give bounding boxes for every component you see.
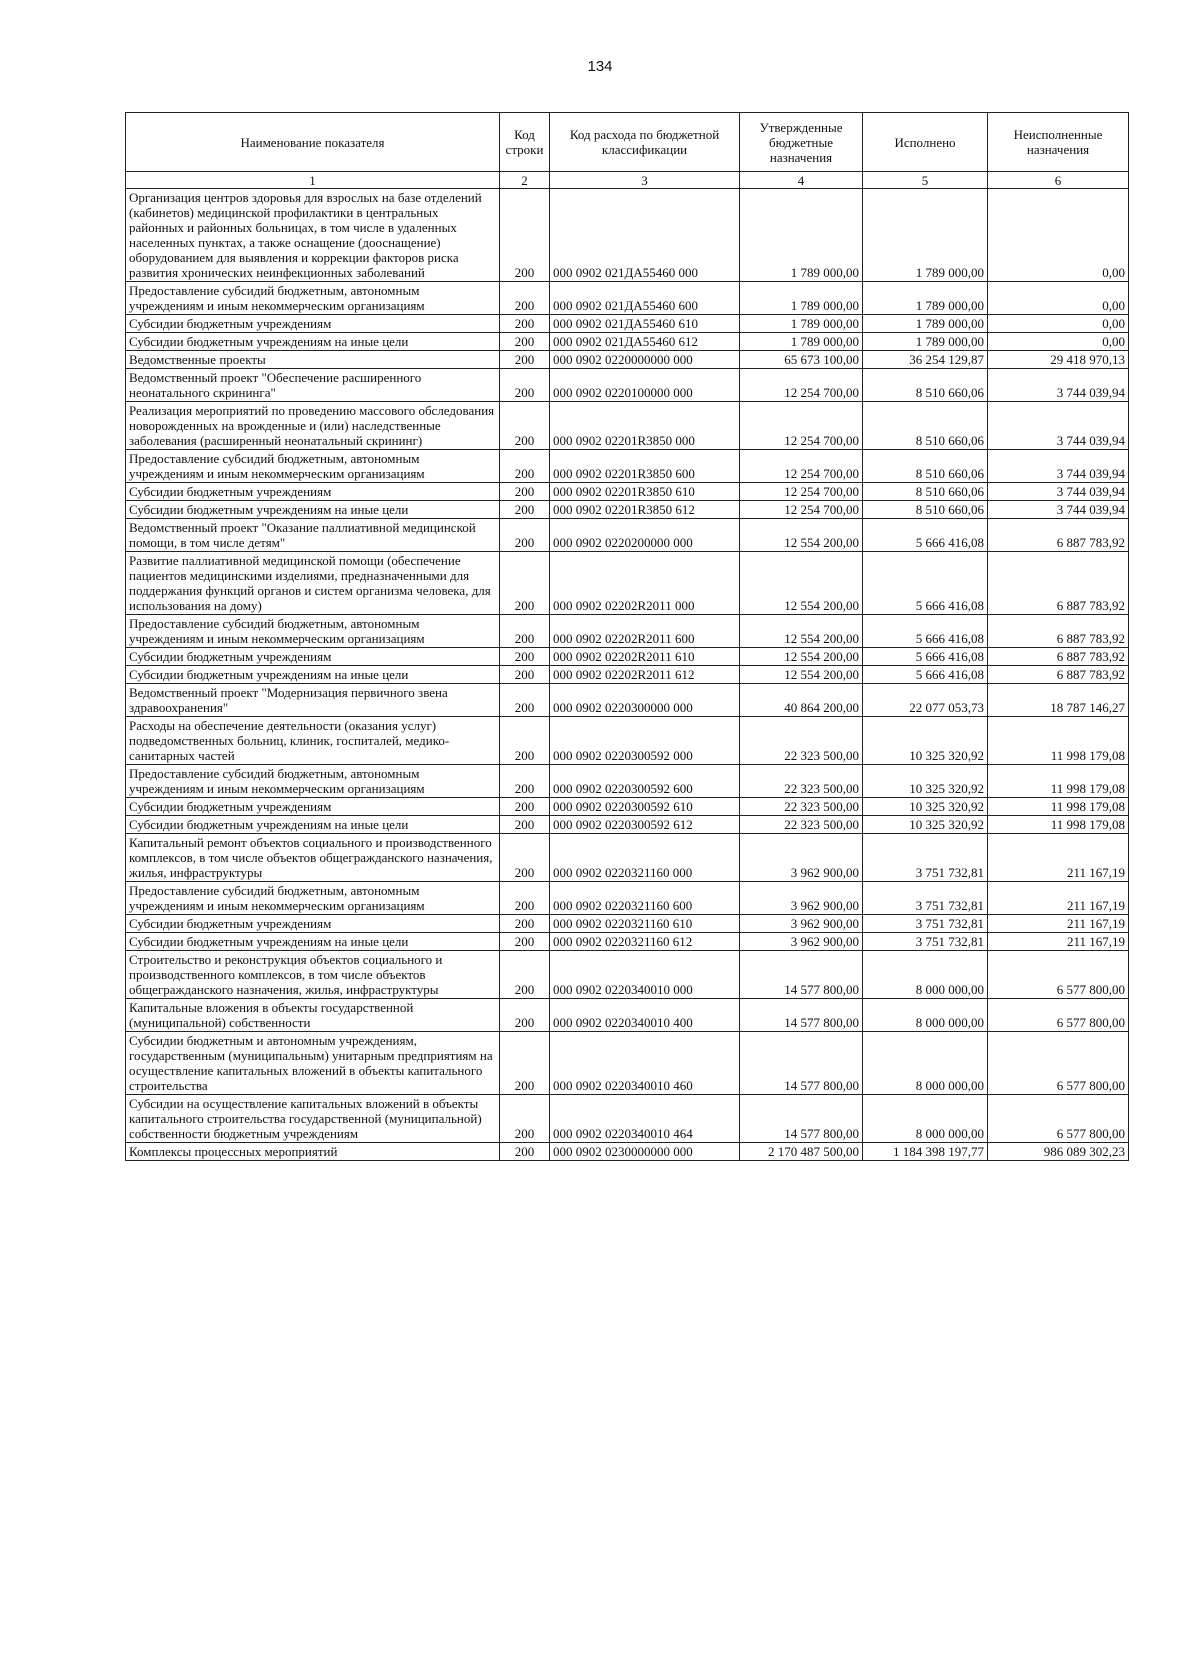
row-unexecuted: 3 744 039,94: [988, 483, 1129, 501]
row-kbk: 000 0902 0220340010 000: [550, 951, 740, 999]
column-number: 3: [550, 172, 740, 189]
row-approved: 14 577 800,00: [740, 999, 863, 1032]
row-executed: 1 789 000,00: [863, 189, 988, 282]
row-unexecuted: 6 577 800,00: [988, 1095, 1129, 1143]
row-name: Предоставление субсидий бюджетным, автономным учреждениям и иным некоммерческим организациям: [126, 282, 500, 315]
row-name: Субсидии бюджетным учреждениям: [126, 315, 500, 333]
row-unexecuted: 11 998 179,08: [988, 765, 1129, 798]
row-name: Ведомственный проект "Обеспечение расширенного неонатального скрининга": [126, 369, 500, 402]
row-executed: 8 510 660,06: [863, 501, 988, 519]
row-kbk: 000 0902 0220200000 000: [550, 519, 740, 552]
row-name: Предоставление субсидий бюджетным, автономным учреждениям и иным некоммерческим организациям: [126, 765, 500, 798]
row-executed: 1 789 000,00: [863, 315, 988, 333]
row-kbk: 000 0902 021ДА55460 612: [550, 333, 740, 351]
row-code: 200: [500, 999, 550, 1032]
row-unexecuted: 986 089 302,23: [988, 1143, 1129, 1161]
row-code: 200: [500, 519, 550, 552]
row-unexecuted: 0,00: [988, 333, 1129, 351]
row-approved: 14 577 800,00: [740, 1032, 863, 1095]
row-unexecuted: 11 998 179,08: [988, 816, 1129, 834]
row-name: Реализация мероприятий по проведению массового обследования новорожденных на врожденные и (или) наследственные заболевания (расширенный неонатальный скрининг): [126, 402, 500, 450]
row-kbk: 000 0902 0220300592 000: [550, 717, 740, 765]
row-approved: 3 962 900,00: [740, 915, 863, 933]
row-executed: 8 510 660,06: [863, 402, 988, 450]
row-approved: 12 554 200,00: [740, 615, 863, 648]
row-unexecuted: 211 167,19: [988, 834, 1129, 882]
row-approved: 1 789 000,00: [740, 282, 863, 315]
column-number: 4: [740, 172, 863, 189]
row-code: 200: [500, 933, 550, 951]
row-unexecuted: 0,00: [988, 189, 1129, 282]
table-row: [126, 552, 1129, 615]
row-name: Субсидии бюджетным учреждениям на иные цели: [126, 816, 500, 834]
header-executed: Исполнено: [863, 113, 988, 172]
row-approved: 1 789 000,00: [740, 333, 863, 351]
row-unexecuted: 6 577 800,00: [988, 1032, 1129, 1095]
row-kbk: 000 0902 02201R3850 610: [550, 483, 740, 501]
row-unexecuted: 0,00: [988, 282, 1129, 315]
row-code: 200: [500, 765, 550, 798]
row-code: 200: [500, 834, 550, 882]
row-executed: 8 510 660,06: [863, 483, 988, 501]
row-kbk: 000 0902 0220300000 000: [550, 684, 740, 717]
row-approved: 40 864 200,00: [740, 684, 863, 717]
row-executed: 10 325 320,92: [863, 798, 988, 816]
row-code: 200: [500, 402, 550, 450]
row-executed: 8 510 660,06: [863, 450, 988, 483]
row-name: Субсидии на осуществление капитальных вложений в объекты капитального строительства государственной (муниципальной) собственности бюджетным учреждениям: [126, 1095, 500, 1143]
row-approved: 12 554 200,00: [740, 666, 863, 684]
row-code: 200: [500, 1143, 550, 1161]
row-executed: 5 666 416,08: [863, 648, 988, 666]
row-executed: 1 184 398 197,77: [863, 1143, 988, 1161]
table-row: [126, 189, 1129, 282]
table-row: [126, 369, 1129, 402]
table-row: [126, 315, 1129, 333]
row-kbk: 000 0902 021ДА55460 610: [550, 315, 740, 333]
table-row: [126, 282, 1129, 315]
row-executed: 8 000 000,00: [863, 1095, 988, 1143]
row-kbk: 000 0902 021ДА55460 600: [550, 282, 740, 315]
row-executed: 1 789 000,00: [863, 282, 988, 315]
row-name: Субсидии бюджетным учреждениям: [126, 798, 500, 816]
row-unexecuted: 0,00: [988, 315, 1129, 333]
row-kbk: 000 0902 0220300592 610: [550, 798, 740, 816]
row-kbk: 000 0902 0220300592 600: [550, 765, 740, 798]
row-unexecuted: 11 998 179,08: [988, 717, 1129, 765]
row-unexecuted: 11 998 179,08: [988, 798, 1129, 816]
row-executed: 8 000 000,00: [863, 951, 988, 999]
row-name: Предоставление субсидий бюджетным, автономным учреждениям и иным некоммерческим организациям: [126, 615, 500, 648]
header-code: Код строки: [500, 113, 550, 172]
row-approved: 3 962 900,00: [740, 882, 863, 915]
row-unexecuted: 6 887 783,92: [988, 519, 1129, 552]
table-row: [126, 816, 1129, 834]
row-code: 200: [500, 798, 550, 816]
row-approved: 3 962 900,00: [740, 834, 863, 882]
row-kbk: 000 0902 02201R3850 600: [550, 450, 740, 483]
table-row: [126, 648, 1129, 666]
row-kbk: 000 0902 02202R2011 612: [550, 666, 740, 684]
row-code: 200: [500, 1095, 550, 1143]
row-name: Строительство и реконструкция объектов социального и производственного комплексов, в том числе объектов общегражданского назначения, жилья, инфраструктуры: [126, 951, 500, 999]
row-approved: 1 789 000,00: [740, 315, 863, 333]
row-executed: 1 789 000,00: [863, 333, 988, 351]
row-code: 200: [500, 648, 550, 666]
row-kbk: 000 0902 0220321160 610: [550, 915, 740, 933]
column-number-row: [126, 172, 1129, 189]
table-row: [126, 519, 1129, 552]
row-approved: 2 170 487 500,00: [740, 1143, 863, 1161]
row-code: 200: [500, 951, 550, 999]
table-row: [126, 717, 1129, 765]
row-name: Субсидии бюджетным учреждениям на иные цели: [126, 501, 500, 519]
row-name: Субсидии бюджетным учреждениям: [126, 915, 500, 933]
row-name: Комплексы процессных мероприятий: [126, 1143, 500, 1161]
row-unexecuted: 211 167,19: [988, 915, 1129, 933]
header-approved: Утвержденные бюджетные назначения: [740, 113, 863, 172]
row-approved: 12 554 200,00: [740, 552, 863, 615]
row-approved: 12 554 200,00: [740, 648, 863, 666]
budget-execution-table: [125, 112, 1129, 1161]
column-number: 2: [500, 172, 550, 189]
row-kbk: 000 0902 0220340010 400: [550, 999, 740, 1032]
row-code: 200: [500, 717, 550, 765]
row-name: Субсидии бюджетным учреждениям на иные цели: [126, 933, 500, 951]
row-unexecuted: 211 167,19: [988, 933, 1129, 951]
row-unexecuted: 29 418 970,13: [988, 351, 1129, 369]
row-kbk: 000 0902 02202R2011 000: [550, 552, 740, 615]
row-approved: 12 254 700,00: [740, 450, 863, 483]
header-row: [126, 113, 1129, 172]
row-code: 200: [500, 483, 550, 501]
row-executed: 5 666 416,08: [863, 615, 988, 648]
row-name: Субсидии бюджетным учреждениям на иные цели: [126, 666, 500, 684]
row-unexecuted: 6 887 783,92: [988, 552, 1129, 615]
row-kbk: 000 0902 0220321160 600: [550, 882, 740, 915]
header-name: Наименование показателя: [126, 113, 500, 172]
row-name: Развитие паллиативной медицинской помощи (обеспечение пациентов медицинскими изделиями, предназначенными для поддержания функций органов и систем организма человека, для использования на дому): [126, 552, 500, 615]
row-kbk: 000 0902 0220340010 464: [550, 1095, 740, 1143]
row-code: 200: [500, 684, 550, 717]
table-row: [126, 882, 1129, 915]
row-kbk: 000 0902 02202R2011 600: [550, 615, 740, 648]
row-name: Ведомственный проект "Модернизация первичного звена здравоохранения": [126, 684, 500, 717]
table-row: [126, 483, 1129, 501]
table-row: [126, 450, 1129, 483]
row-code: 200: [500, 450, 550, 483]
table-row: [126, 1032, 1129, 1095]
row-kbk: 000 0902 0220000000 000: [550, 351, 740, 369]
row-unexecuted: 6 887 783,92: [988, 615, 1129, 648]
table-row: [126, 933, 1129, 951]
row-kbk: 000 0902 0220300592 612: [550, 816, 740, 834]
row-code: 200: [500, 915, 550, 933]
row-code: 200: [500, 282, 550, 315]
header-unexecuted: Неисполненные назначения: [988, 113, 1129, 172]
table-row: [126, 1143, 1129, 1161]
row-code: 200: [500, 552, 550, 615]
row-executed: 8 000 000,00: [863, 1032, 988, 1095]
row-code: 200: [500, 501, 550, 519]
row-approved: 14 577 800,00: [740, 951, 863, 999]
row-name: Расходы на обеспечение деятельности (оказания услуг) подведомственных больниц, клиник, госпиталей, медико-санитарных частей: [126, 717, 500, 765]
row-kbk: 000 0902 0220321160 000: [550, 834, 740, 882]
row-executed: 5 666 416,08: [863, 519, 988, 552]
row-name: Субсидии бюджетным и автономным учреждениям, государственным (муниципальным) унитарным предприятиям на осуществление капитальных вложений в объекты капитального строительства: [126, 1032, 500, 1095]
table-row: [126, 834, 1129, 882]
row-approved: 12 254 700,00: [740, 402, 863, 450]
row-approved: 12 254 700,00: [740, 369, 863, 402]
row-kbk: 000 0902 02201R3850 612: [550, 501, 740, 519]
table-row: [126, 501, 1129, 519]
row-kbk: 000 0902 021ДА55460 000: [550, 189, 740, 282]
table-body: [126, 189, 1129, 1161]
table-row: [126, 666, 1129, 684]
row-executed: 10 325 320,92: [863, 717, 988, 765]
row-unexecuted: 6 887 783,92: [988, 666, 1129, 684]
row-unexecuted: 6 577 800,00: [988, 951, 1129, 999]
row-kbk: 000 0902 0220100000 000: [550, 369, 740, 402]
row-name: Предоставление субсидий бюджетным, автономным учреждениям и иным некоммерческим организациям: [126, 450, 500, 483]
table-row: [126, 999, 1129, 1032]
row-code: 200: [500, 315, 550, 333]
table-row: [126, 402, 1129, 450]
row-unexecuted: 18 787 146,27: [988, 684, 1129, 717]
row-executed: 5 666 416,08: [863, 666, 988, 684]
row-unexecuted: 3 744 039,94: [988, 369, 1129, 402]
row-name: Организация центров здоровья для взрослых на базе отделений (кабинетов) медицинской профилактики в центральных районных и районных больницах, в том числе в удаленных населенных пунктах, а также оснащение (дооснащение) оборудованием для выявления и коррекции факторов риска развития хронических неинфекционных заболеваний: [126, 189, 500, 282]
row-code: 200: [500, 333, 550, 351]
row-name: Капитальный ремонт объектов социального и производственного комплексов, в том числе объектов общегражданского назначения, жилья, инфраструктуры: [126, 834, 500, 882]
column-number: 6: [988, 172, 1129, 189]
row-name: Капитальные вложения в объекты государственной (муниципальной) собственности: [126, 999, 500, 1032]
row-name: Ведомственные проекты: [126, 351, 500, 369]
row-approved: 22 323 500,00: [740, 717, 863, 765]
row-unexecuted: 6 577 800,00: [988, 999, 1129, 1032]
row-approved: 12 554 200,00: [740, 519, 863, 552]
table-row: [126, 351, 1129, 369]
column-number: 5: [863, 172, 988, 189]
row-approved: 22 323 500,00: [740, 798, 863, 816]
row-code: 200: [500, 882, 550, 915]
row-kbk: 000 0902 02202R2011 610: [550, 648, 740, 666]
row-approved: 12 254 700,00: [740, 501, 863, 519]
row-code: 200: [500, 666, 550, 684]
table-row: [126, 765, 1129, 798]
row-name: Субсидии бюджетным учреждениям: [126, 483, 500, 501]
header-kbk: Код расхода по бюджетной классификации: [550, 113, 740, 172]
row-approved: 14 577 800,00: [740, 1095, 863, 1143]
row-executed: 3 751 732,81: [863, 834, 988, 882]
table-row: [126, 915, 1129, 933]
row-executed: 36 254 129,87: [863, 351, 988, 369]
column-number: 1: [126, 172, 500, 189]
row-executed: 8 000 000,00: [863, 999, 988, 1032]
row-unexecuted: 3 744 039,94: [988, 501, 1129, 519]
row-code: 200: [500, 1032, 550, 1095]
row-unexecuted: 6 887 783,92: [988, 648, 1129, 666]
row-executed: 3 751 732,81: [863, 933, 988, 951]
row-executed: 22 077 053,73: [863, 684, 988, 717]
row-approved: 12 254 700,00: [740, 483, 863, 501]
table-row: [126, 798, 1129, 816]
row-kbk: 000 0902 02201R3850 000: [550, 402, 740, 450]
row-executed: 10 325 320,92: [863, 765, 988, 798]
row-code: 200: [500, 369, 550, 402]
table-row: [126, 615, 1129, 648]
row-approved: 1 789 000,00: [740, 189, 863, 282]
row-executed: 10 325 320,92: [863, 816, 988, 834]
row-executed: 3 751 732,81: [863, 915, 988, 933]
table-row: [126, 951, 1129, 999]
row-kbk: 000 0902 0220321160 612: [550, 933, 740, 951]
row-executed: 5 666 416,08: [863, 552, 988, 615]
row-name: Предоставление субсидий бюджетным, автономным учреждениям и иным некоммерческим организациям: [126, 882, 500, 915]
row-unexecuted: 3 744 039,94: [988, 450, 1129, 483]
row-approved: 22 323 500,00: [740, 816, 863, 834]
table-row: [126, 684, 1129, 717]
page-number: 134: [587, 58, 613, 75]
row-approved: 3 962 900,00: [740, 933, 863, 951]
row-code: 200: [500, 351, 550, 369]
row-name: Ведомственный проект "Оказание паллиативной медицинской помощи, в том числе детям": [126, 519, 500, 552]
row-name: Субсидии бюджетным учреждениям: [126, 648, 500, 666]
row-unexecuted: 211 167,19: [988, 882, 1129, 915]
table-row: [126, 1095, 1129, 1143]
row-executed: 3 751 732,81: [863, 882, 988, 915]
row-kbk: 000 0902 0220340010 460: [550, 1032, 740, 1095]
table-row: [126, 333, 1129, 351]
row-code: 200: [500, 615, 550, 648]
row-code: 200: [500, 189, 550, 282]
row-unexecuted: 3 744 039,94: [988, 402, 1129, 450]
row-executed: 8 510 660,06: [863, 369, 988, 402]
row-approved: 65 673 100,00: [740, 351, 863, 369]
row-kbk: 000 0902 0230000000 000: [550, 1143, 740, 1161]
row-approved: 22 323 500,00: [740, 765, 863, 798]
row-name: Субсидии бюджетным учреждениям на иные цели: [126, 333, 500, 351]
row-code: 200: [500, 816, 550, 834]
